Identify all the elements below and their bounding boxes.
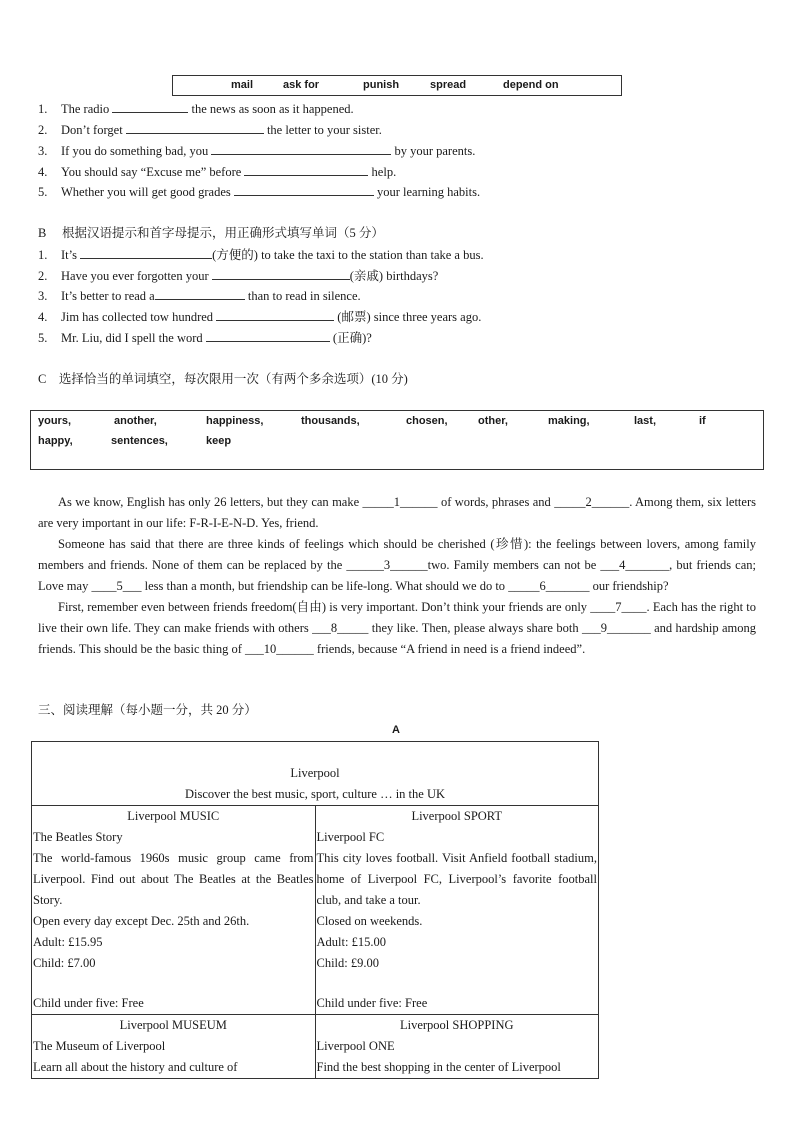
word-option: ask for — [283, 79, 320, 91]
paragraph-1: As we know, English has only 26 letters, but they can make _____1______ of words, phrases and _____2______. Among them, six letters are very important in our life: F-R-I-E-N-D. Yes, friend. — [38, 495, 756, 530]
cloze-blank-7[interactable]: ____7____ — [590, 600, 647, 614]
museum-cell — [32, 1015, 316, 1079]
word-option: mail — [231, 79, 254, 91]
question-a3: 3. If you do something bad, you by your parents. — [38, 144, 476, 158]
sport-line: Closed on weekends. — [316, 914, 423, 928]
reading-section-title: 三、阅读理解（每小题一分，共 20 分） — [38, 703, 257, 717]
cloze-blank-8[interactable]: ___8_____ — [312, 621, 369, 635]
paragraph-2: Someone has said that there are three kinds of feelings which should be cherished (珍惜): the feelings between lovers, among family members and friends. None of them can be replaced by the ______3______two. Family members can not be ___4_______, but friends can; Love may ____5___ less than a month, but friendship can be life-long. What should we do to _____6_______ our friendship? — [38, 537, 756, 593]
section-b-title: B 根据汉语提示和首字母提示，用正确形式填写单词（5 分） — [38, 226, 384, 240]
cloze-blank-6[interactable]: _____6_______ — [508, 579, 590, 593]
question-a1: 1. The radio the news as soon as it happened. — [38, 102, 354, 116]
music-line — [33, 974, 314, 993]
sport-line: This city loves football. Visit Anfield football stadium, home of Liverpool FC, Liverpool’s favorite football club, and take a tour. — [316, 851, 597, 907]
answer-blank[interactable] — [244, 163, 368, 176]
cloze-blank-9[interactable]: ___9_______ — [581, 621, 651, 635]
question-b1: 1. It’s (方便的) to take the taxi to the station than take a bus. — [38, 248, 484, 262]
answer-blank[interactable] — [126, 121, 264, 134]
answer-blank[interactable] — [212, 267, 350, 280]
word-option: chosen, — [406, 415, 448, 427]
word-option: keep — [206, 435, 232, 447]
word-bank — [30, 410, 764, 470]
music-line: Child under five: Free — [33, 996, 144, 1010]
answer-blank[interactable] — [211, 142, 391, 155]
answer-blank[interactable] — [234, 183, 374, 196]
music-line: Child: £7.00 — [33, 956, 96, 970]
question-a5: 5. Whether you will get good grades your learning habits. — [38, 185, 481, 199]
question-b5: 5. Mr. Liu, did I spell the word (正确)? — [38, 331, 372, 345]
answer-blank[interactable] — [206, 329, 330, 342]
shopping-line: Liverpool ONE — [316, 1039, 395, 1053]
music-line: The world-famous 1960s music group came from Liverpool. Find out about The Beatles at the Beatles Story. — [33, 851, 314, 907]
word-option: happiness, — [206, 415, 264, 427]
answer-blank[interactable] — [80, 246, 212, 259]
music-heading: Liverpool MUSIC — [127, 809, 220, 823]
word-option: other, — [478, 415, 508, 427]
word-option: depend on — [503, 79, 559, 91]
music-line: The Beatles Story — [33, 830, 123, 844]
word-option: punish — [363, 79, 400, 91]
table-header — [32, 742, 599, 806]
sport-heading: Liverpool SPORT — [411, 809, 503, 823]
sport-line — [317, 974, 598, 993]
question-b4: 4. Jim has collected tow hundred (邮票) since three years ago. — [38, 310, 482, 324]
word-option: if — [699, 415, 706, 427]
word-option: sentences, — [111, 435, 168, 447]
cloze-passage — [38, 492, 756, 660]
museum-line: Learn all about the history and culture of — [33, 1060, 238, 1074]
word-option: spread — [430, 79, 467, 91]
sport-line: Child: £9.00 — [316, 956, 380, 970]
passage-label: A — [392, 724, 400, 736]
sport-cell — [315, 806, 599, 1015]
header-subtitle: Discover the best music, sport, culture … in the UK — [184, 787, 446, 801]
cloze-blank-10[interactable]: ___10______ — [245, 642, 314, 656]
word-option: yours, — [38, 415, 72, 427]
liverpool-table — [31, 741, 599, 1079]
shopping-line: Find the best shopping in the center of Liverpool — [316, 1060, 561, 1074]
word-option: happy, — [38, 435, 73, 447]
question-a2: 2. Don’t forget the letter to your sister. — [38, 123, 382, 137]
word-box — [172, 75, 622, 96]
museum-heading: Liverpool MUSEUM — [119, 1018, 227, 1032]
section-c-title: C 选择恰当的单词填空，每次限用一次（有两个多余选项）(10 分) — [38, 372, 408, 386]
word-option: another, — [114, 415, 157, 427]
sport-line: Liverpool FC — [316, 830, 385, 844]
shopping-cell — [315, 1015, 599, 1079]
answer-blank[interactable] — [155, 287, 245, 300]
museum-line: The Museum of Liverpool — [33, 1039, 166, 1053]
music-cell — [32, 806, 316, 1015]
cloze-blank-1[interactable]: _____1______ — [362, 495, 438, 509]
question-b2: 2. Have you ever forgotten your (亲戚) birthdays? — [38, 269, 439, 283]
word-option: thousands, — [301, 415, 360, 427]
answer-blank[interactable] — [216, 308, 334, 321]
sport-line: Child under five: Free — [316, 996, 428, 1010]
paragraph-3: First, remember even between friends freedom(自由) is very important. Don’t think your friends are only ____7____. Each has the right to live their own life. They can make friends with others ___8_____ they like. Then, please always share both ___9_______ and hardship among friends. This should be the basic thing of ___10______ friends, because “A friend in need is a friend indeed”. — [38, 600, 756, 656]
question-a4: 4. You should say “Excuse me” before help. — [38, 165, 397, 179]
sport-line: Adult: £15.00 — [316, 935, 386, 949]
question-b3: 3. It’s better to read a than to read in silence. — [38, 289, 361, 303]
cloze-blank-5[interactable]: ____5___ — [91, 579, 142, 593]
shopping-heading: Liverpool SHOPPING — [399, 1018, 514, 1032]
word-option: making, — [548, 415, 590, 427]
music-line: Adult: £15.95 — [33, 935, 103, 949]
word-option: last, — [634, 415, 657, 427]
music-line: Open every day except Dec. 25th and 26th. — [33, 914, 250, 928]
cloze-blank-3[interactable]: ______3______ — [346, 558, 428, 572]
answer-blank[interactable] — [112, 100, 188, 113]
cloze-blank-4[interactable]: ___4_______ — [600, 558, 670, 572]
header-title: Liverpool — [290, 766, 340, 780]
cloze-blank-2[interactable]: _____2______ — [554, 495, 630, 509]
